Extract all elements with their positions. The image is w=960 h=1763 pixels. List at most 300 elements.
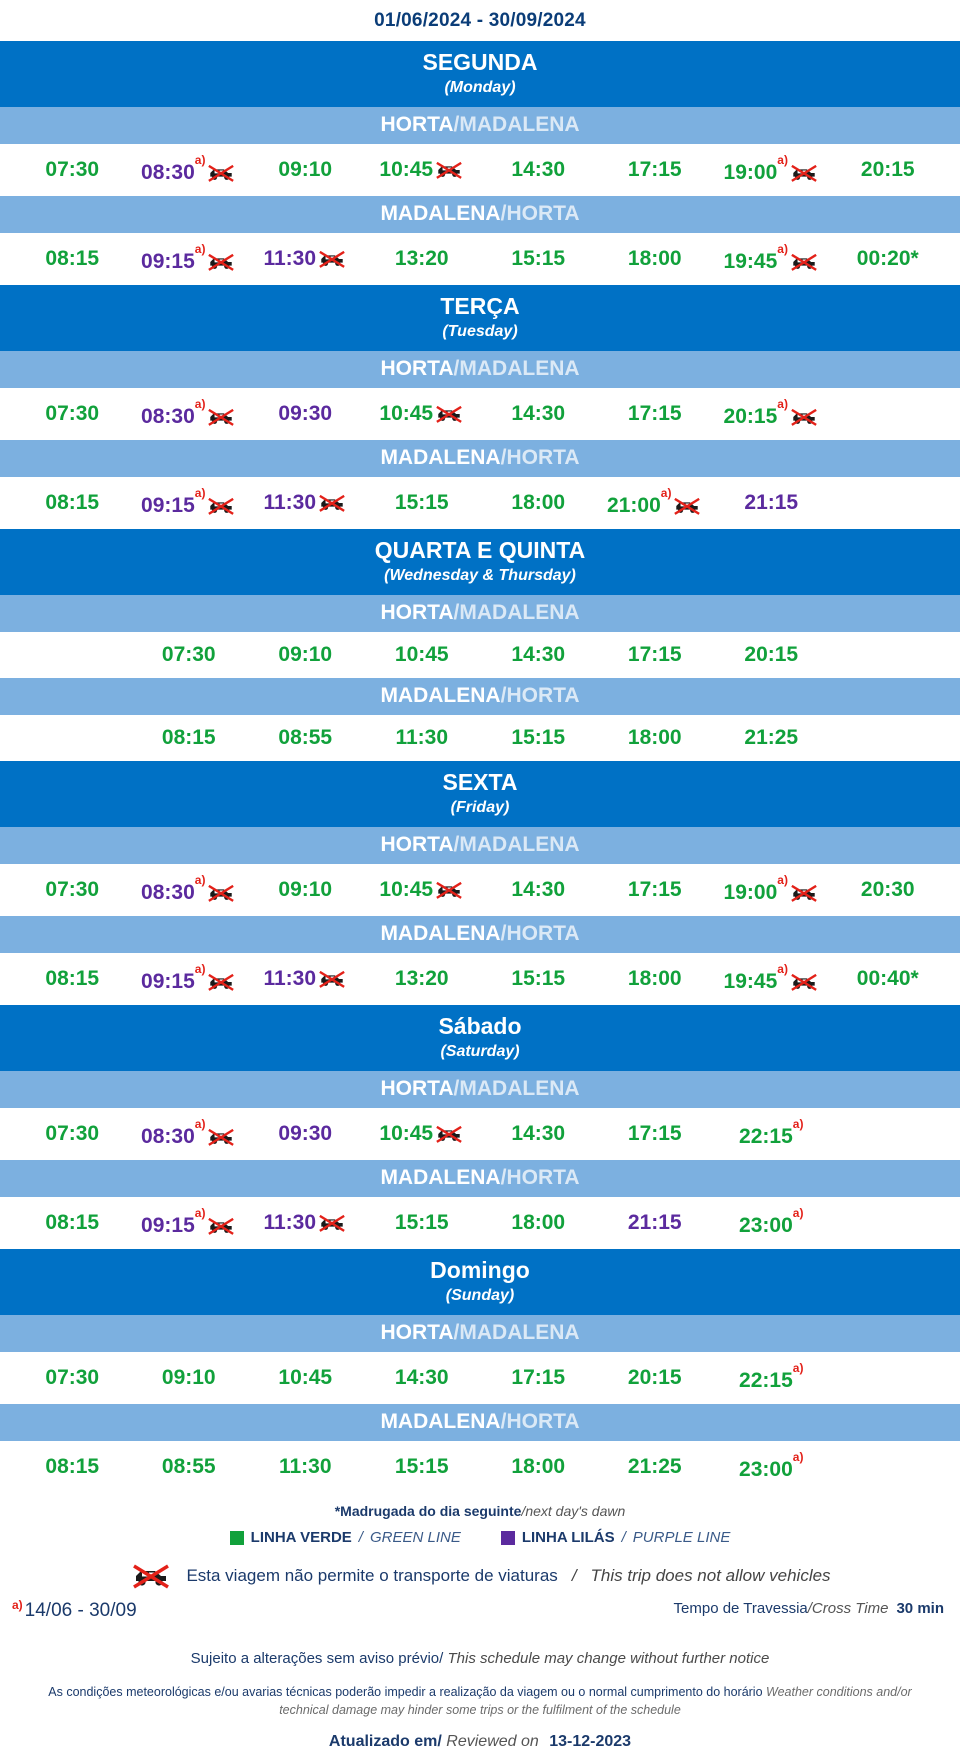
route-destination: HORTA [506,1410,580,1433]
route-destination: MADALENA [459,357,580,380]
legend-green-en: GREEN LINE [369,1529,461,1546]
legend-green-sep: / [358,1529,363,1546]
departure-time: 00:40* [856,967,919,990]
departure-cell[interactable] [480,1358,597,1398]
departure-time: 10:45 [278,1366,333,1389]
departure-cell[interactable] [830,150,947,190]
times-row [0,144,960,196]
departure-cell[interactable] [480,635,597,675]
note-a-superscript: a) [792,1206,804,1220]
route-origin: MADALENA [380,684,501,707]
no-vehicle-icon [206,1127,236,1147]
departure-cell[interactable] [131,1447,248,1487]
times-row [0,1108,960,1160]
route-origin: HORTA [380,1321,454,1344]
departure-time: 08:15 [161,726,216,749]
departure-time: 17:15 [627,1122,682,1145]
route-destination: HORTA [506,922,580,945]
note-a-superscript: a) [777,397,788,411]
departure-time: 21:15 [627,1211,682,1234]
departure-cell[interactable] [364,394,481,434]
departure-cell[interactable] [713,635,830,675]
no-vehicle-text-en: This trip does not allow vehicles [590,1566,831,1585]
route-separator: / [453,1321,460,1344]
day-name-en: (Friday) [450,799,510,816]
departure-cell[interactable] [597,1114,714,1154]
departure-cell[interactable] [14,1114,131,1154]
no-vehicle-icon [789,972,819,992]
departure-cell[interactable] [14,394,131,434]
no-vehicle-icon [789,252,819,272]
no-vehicle-icon [434,404,464,424]
green-square-icon [230,1531,244,1545]
departure-cell[interactable] [131,147,248,193]
day-band [0,761,960,827]
route-separator: / [500,202,507,225]
departure-cell[interactable] [131,635,248,675]
weather-notice [0,1667,960,1719]
departure-time: 10:45 [394,643,449,666]
departure-cell[interactable] [364,635,481,675]
departure-cell[interactable] [364,1447,481,1487]
route-separator: / [500,1410,507,1433]
departure-cell[interactable] [480,870,597,910]
departure-time: 14:30 [394,1366,449,1389]
departure-time: 15:15 [511,967,566,990]
departure-time: 21:25 [744,726,799,749]
route-origin: HORTA [380,357,454,380]
route-destination: HORTA [506,684,580,707]
departure-cell[interactable] [14,150,131,190]
route-origin: HORTA [380,1077,454,1100]
departure-time: 19:00 [723,881,778,904]
legend-purple-line [501,1529,731,1546]
departure-cell[interactable] [713,1444,830,1490]
departure-time: 17:15 [511,1366,566,1389]
line-legend [0,1523,960,1554]
route-band [0,595,960,632]
route-band [0,1315,960,1352]
route-band [0,107,960,144]
departure-time: 10:45 [379,1122,434,1145]
departure-time: 14:30 [511,402,566,425]
route-separator: / [453,113,460,136]
departure-cell[interactable] [480,394,597,434]
departure-cell[interactable] [597,718,714,758]
route-origin: MADALENA [380,202,501,225]
change-notice-pt: Sujeito a alterações sem aviso prévio/ [190,1650,444,1667]
departure-cell[interactable] [597,150,714,190]
day-name-pt: SEXTA [442,769,518,795]
note-a-superscript: a) [194,873,206,887]
cross-time-sep: / [807,1600,812,1617]
departure-cell[interactable] [247,150,364,190]
route-separator: / [500,922,507,945]
departure-time: 08:15 [45,1455,100,1478]
no-vehicle-icon [789,163,819,183]
day-band [0,1249,960,1315]
departure-time: 17:15 [627,643,682,666]
departure-cell[interactable] [364,1114,481,1154]
change-notice-en: This schedule may change without further notice [447,1650,770,1667]
departure-time: 08:30 [141,1125,195,1148]
departure-cell[interactable] [14,483,131,523]
departure-cell[interactable] [247,1447,364,1487]
departure-time: 18:00 [511,491,566,514]
departure-time: 18:00 [511,1455,566,1478]
departure-time: 13:20 [394,967,449,990]
updated-en: Reviewed on [446,1733,539,1750]
route-origin: MADALENA [380,446,501,469]
departure-cell[interactable] [597,480,714,526]
departure-cell[interactable] [364,483,481,523]
note-a-superscript: a) [792,1361,804,1375]
day-name-en: (Sunday) [445,1287,515,1304]
departure-cell[interactable] [597,1358,714,1398]
departure-cell[interactable] [14,1447,131,1487]
no-vehicle-icon [434,1124,464,1144]
route-band [0,1160,960,1197]
departure-cell[interactable] [480,239,597,279]
departure-time: 17:15 [627,158,682,181]
departure-cell[interactable] [14,959,131,999]
route-band [0,678,960,715]
no-vehicle-icon [434,880,464,900]
departure-time: 09:15 [141,970,195,993]
legend-purple-en: PURPLE LINE [632,1529,731,1546]
departure-cell[interactable] [480,718,597,758]
departure-cell[interactable] [247,394,364,434]
departure-cell[interactable] [830,239,947,279]
no-vehicle-icon [434,160,464,180]
departure-time: 07:30 [161,643,216,666]
departure-cell[interactable] [364,1203,481,1243]
departure-time: 18:00 [511,1211,566,1234]
departure-cell[interactable] [131,391,248,437]
departure-time: 10:45 [379,158,434,181]
updated-pt: Atualizado em/ [328,1733,442,1750]
no-vehicle-icon [206,407,236,427]
departure-cell[interactable] [247,239,364,279]
route-destination: HORTA [506,202,580,225]
route-separator: / [500,1166,507,1189]
note-a-superscript: a) [792,1450,804,1464]
no-vehicle-icon [206,252,236,272]
route-destination: HORTA [506,1166,580,1189]
departure-time: 17:15 [627,402,682,425]
departure-cell[interactable] [131,956,248,1002]
day-name-en: (Saturday) [440,1043,520,1060]
departure-cell[interactable] [247,483,364,523]
cross-time-en: Cross Time [811,1600,889,1617]
route-origin: MADALENA [380,1166,501,1189]
route-origin: HORTA [380,113,454,136]
departure-time: 15:15 [511,726,566,749]
departure-cell[interactable] [131,1200,248,1246]
dawn-footnote-pt: *Madrugada do dia seguinte [334,1503,522,1519]
note-a-superscript: a) [194,153,206,167]
route-separator: / [453,1077,460,1100]
departure-cell[interactable] [14,870,131,910]
departure-time: 11:30 [263,247,317,270]
note-a-superscript: a) [792,1117,804,1131]
note-a-superscript: a) [194,962,206,976]
route-origin: MADALENA [380,922,501,945]
departure-cell[interactable] [713,483,830,523]
cross-time [674,1600,944,1617]
day-name-pt: Sábado [438,1013,522,1039]
dawn-footnote-en: next day's dawn [525,1503,626,1519]
departure-time: 00:20* [856,247,919,270]
departure-time: 21:25 [627,1455,682,1478]
route-separator: / [500,446,507,469]
route-band [0,196,960,233]
departure-time: 08:30 [141,161,195,184]
departure-time: 15:15 [394,1211,449,1234]
times-row [0,953,960,1005]
departure-cell[interactable] [597,1203,714,1243]
departure-cell[interactable] [597,635,714,675]
departure-time: 09:15 [141,250,195,273]
departure-cell[interactable] [131,1111,248,1157]
departure-cell[interactable] [713,391,830,437]
departure-time: 09:10 [278,158,333,181]
note-a-dates [12,1600,137,1622]
departure-time: 21:15 [744,491,799,514]
departure-time: 09:10 [278,878,333,901]
departure-time: 20:15 [627,1366,682,1389]
departure-cell[interactable] [713,1200,830,1246]
departure-cell[interactable] [480,1203,597,1243]
departure-cell[interactable] [131,236,248,282]
departure-time: 08:15 [45,967,100,990]
departure-time: 14:30 [511,878,566,901]
departure-cell[interactable] [247,1114,364,1154]
departure-time: 10:45 [379,402,434,425]
route-band [0,351,960,388]
no-vehicle-icon [317,969,347,989]
departure-time: 09:15 [141,494,195,517]
note-a-superscript: a) [777,962,788,976]
departure-cell[interactable] [713,867,830,913]
departure-cell[interactable] [597,870,714,910]
note-a-superscript: a) [194,242,206,256]
route-band [0,916,960,953]
departure-cell[interactable] [247,959,364,999]
departure-time: 11:30 [395,726,449,749]
departure-cell[interactable] [364,239,481,279]
times-row [0,632,960,678]
note-a-superscript: a) [660,486,672,500]
route-band [0,440,960,477]
departure-cell[interactable] [247,635,364,675]
times-row [0,1352,960,1404]
dawn-footnote-sep: / [521,1503,526,1519]
legend-green-line [230,1529,461,1546]
departure-cell[interactable] [597,394,714,434]
departure-time: 20:15 [744,643,799,666]
times-row [0,1441,960,1493]
note-a-superscript: a) [194,486,206,500]
departure-time: 11:30 [263,1211,317,1234]
departure-time: 18:00 [627,967,682,990]
days-container [0,41,960,1493]
day-name-pt: SEGUNDA [422,49,538,75]
departure-time: 07:30 [45,158,100,181]
departure-time: 23:00 [739,1458,793,1481]
route-separator: / [453,833,460,856]
departure-time: 08:15 [45,491,100,514]
departure-time: 07:30 [45,402,100,425]
no-vehicle-icon [130,1562,172,1590]
page-title: 01/06/2024 - 30/09/2024 [374,10,586,31]
updated-date: 13-12-2023 [549,1733,632,1750]
departure-cell[interactable] [480,1447,597,1487]
departure-time: 08:55 [278,726,333,749]
route-separator: / [453,601,460,624]
route-origin: HORTA [380,601,454,624]
dawn-footnote [0,1493,960,1523]
day-band [0,41,960,107]
departure-time: 14:30 [511,643,566,666]
times-row [0,233,960,285]
departure-cell[interactable] [364,150,481,190]
departure-time: 11:30 [278,1455,332,1478]
day-name-pt: TERÇA [440,293,520,319]
route-origin: MADALENA [380,1410,501,1433]
note-a-marker: a) [12,1598,23,1612]
departure-cell[interactable] [480,1114,597,1154]
departure-time: 11:30 [263,491,317,514]
departure-time: 20:15 [723,405,778,428]
note-and-crosstime-row [0,1596,960,1622]
departure-time: 10:45 [379,878,434,901]
departure-time: 14:30 [511,158,566,181]
times-row [0,864,960,916]
departure-cell[interactable] [713,718,830,758]
departure-time: 08:55 [161,1455,216,1478]
departure-cell[interactable] [131,480,248,526]
note-a-superscript: a) [777,153,788,167]
no-vehicle-icon [317,1213,347,1233]
departure-time: 21:00 [607,494,661,517]
departure-cell[interactable] [14,1203,131,1243]
route-band [0,1071,960,1108]
note-a-superscript: a) [194,1206,206,1220]
departure-time: 14:30 [511,1122,566,1145]
purple-square-icon [501,1531,515,1545]
change-notice [0,1622,960,1667]
departure-time: 09:15 [141,1214,195,1237]
route-destination: MADALENA [459,601,580,624]
departure-cell[interactable] [597,1447,714,1487]
departure-time: 11:30 [263,967,317,990]
legend-purple-sep: / [621,1529,626,1546]
route-destination: MADALENA [459,113,580,136]
no-vehicle-icon [206,883,236,903]
departure-time: 18:00 [627,726,682,749]
note-a-superscript: a) [777,242,788,256]
weather-notice-en: Weather conditions and/or technical damage may hinder some trips or the fulfilment of the schedule [279,1685,912,1717]
departure-time: 20:15 [860,158,915,181]
updated-line [0,1719,960,1763]
departure-time: 19:45 [723,970,778,993]
note-a-superscript: a) [777,873,788,887]
day-band [0,529,960,595]
departure-cell[interactable] [713,1355,830,1401]
departure-cell[interactable] [713,1111,830,1157]
departure-time: 09:10 [278,643,333,666]
no-vehicle-text-pt: Esta viagem não permite o transporte de viaturas [186,1566,558,1585]
departure-time: 09:10 [161,1366,216,1389]
departure-time: 15:15 [394,491,449,514]
note-a-range: 14/06 - 30/09 [24,1600,137,1621]
departure-cell[interactable] [364,1358,481,1398]
route-separator: / [453,357,460,380]
route-destination: MADALENA [459,833,580,856]
no-vehicle-icon [789,883,819,903]
departure-cell[interactable] [830,959,947,999]
no-vehicle-icon [672,496,702,516]
departure-cell[interactable] [131,867,248,913]
day-name-en: (Monday) [444,79,516,96]
legend-purple-pt: LINHA LILÁS [521,1529,615,1546]
day-name-pt: QUARTA E QUINTA [374,537,586,563]
departure-cell[interactable] [247,718,364,758]
route-origin: HORTA [380,833,454,856]
departure-time: 08:30 [141,405,195,428]
departure-cell[interactable] [247,870,364,910]
departure-cell[interactable] [597,959,714,999]
departure-cell[interactable] [480,150,597,190]
day-name-pt: Domingo [430,1257,530,1283]
route-band [0,1404,960,1441]
departure-cell[interactable] [247,1358,364,1398]
departure-cell[interactable] [364,718,481,758]
departure-time: 19:00 [723,161,778,184]
departure-cell[interactable] [480,483,597,523]
departure-cell[interactable] [364,870,481,910]
departure-cell[interactable] [247,1203,364,1243]
departure-cell[interactable] [131,1358,248,1398]
route-separator: / [500,684,507,707]
no-vehicle-icon [206,1216,236,1236]
departure-time: 15:15 [511,247,566,270]
route-band [0,827,960,864]
departure-cell[interactable] [480,959,597,999]
departure-cell[interactable] [830,870,947,910]
route-destination: HORTA [506,446,580,469]
departure-cell[interactable] [14,1358,131,1398]
departure-cell[interactable] [713,147,830,193]
departure-time: 08:30 [141,881,195,904]
departure-cell[interactable] [597,239,714,279]
note-a-superscript: a) [194,1117,206,1131]
day-band [0,285,960,351]
departure-cell[interactable] [131,718,248,758]
route-destination: MADALENA [459,1077,580,1100]
day-band [0,1005,960,1071]
times-row [0,477,960,529]
departure-cell[interactable] [364,959,481,999]
times-row [0,715,960,761]
no-vehicle-icon [206,972,236,992]
departure-cell[interactable] [713,956,830,1002]
weather-notice-pt: As condições meteorológicas e/ou avarias técnicas poderão impedir a realização da viagem ou o normal cumprimento do horário [48,1685,763,1699]
no-vehicle-icon [789,407,819,427]
departure-cell[interactable] [713,236,830,282]
departure-cell[interactable] [14,239,131,279]
